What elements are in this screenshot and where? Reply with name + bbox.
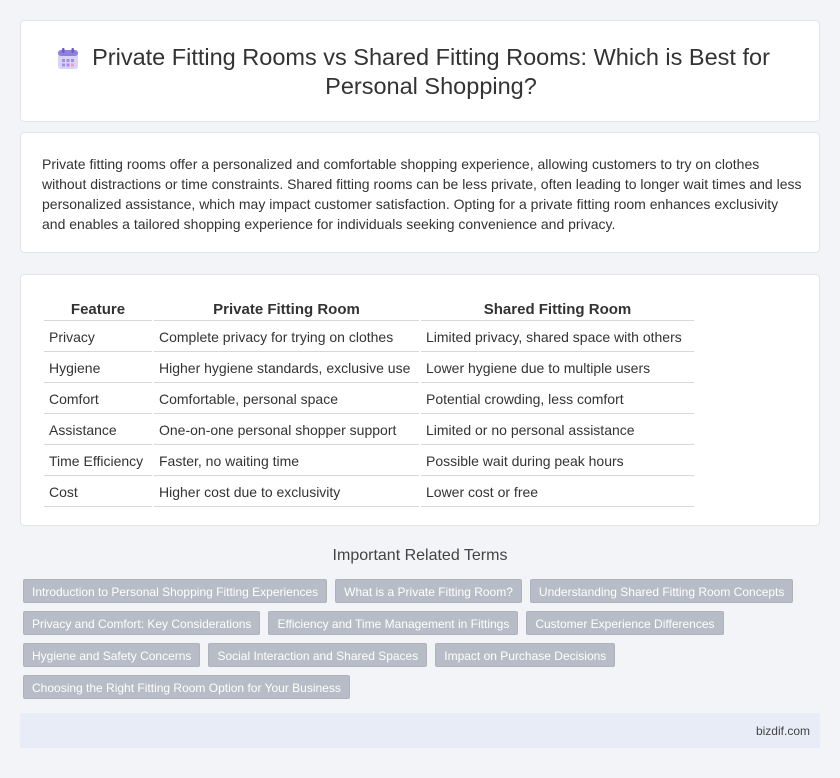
header-shared: Shared Fitting Room [421,298,694,321]
header-private: Private Fitting Room [154,298,419,321]
table-cell: Time Efficiency [44,447,152,476]
table-cell: Cost [44,478,152,507]
table-cell: Limited privacy, shared space with others [421,323,694,352]
table-row [44,323,694,352]
table-cell: Lower hygiene due to multiple users [421,354,694,383]
page-title: Private Fitting Rooms vs Shared Fitting Rooms: Which is Best for Personal Shopping? [92,44,770,99]
table-cell: Higher cost due to exclusivity [154,478,419,507]
table-cell: Possible wait during peak hours [421,447,694,476]
table-row [44,416,694,445]
table-cell: Faster, no waiting time [154,447,419,476]
related-term-tag[interactable]: Hygiene and Safety Concerns [23,643,200,667]
footer-site-link[interactable]: bizdif.com [755,724,810,738]
header-feature: Feature [44,298,152,321]
tag-row [23,643,823,667]
table-row [44,447,694,476]
table-header-row [44,298,694,321]
table-row [44,354,694,383]
intro-card [20,132,820,253]
related-term-tag[interactable]: Understanding Shared Fitting Room Concepts [530,579,793,603]
table-cell: Hygiene [44,354,152,383]
table-cell: Higher hygiene standards, exclusive use [154,354,419,383]
table-cell: Complete privacy for trying on clothes [154,323,419,352]
tag-row [23,611,823,635]
footer [20,713,820,748]
title-card [20,20,820,122]
related-terms-title: Important Related Terms [332,547,508,564]
tag-row [23,579,823,603]
related-term-tag[interactable]: Introduction to Personal Shopping Fitting Experiences [23,579,327,603]
comparison-card [20,274,820,526]
table-cell: Assistance [44,416,152,445]
related-term-tag[interactable]: Efficiency and Time Management in Fittings [268,611,518,635]
table-cell: Limited or no personal assistance [421,416,694,445]
table-cell: Privacy [44,323,152,352]
table-cell: Comfort [44,385,152,414]
related-term-tag[interactable]: Choosing the Right Fitting Room Option for Your Business [23,675,350,699]
table-row [44,385,694,414]
related-term-tag[interactable]: What is a Private Fitting Room? [335,579,522,603]
related-terms-list [23,579,823,707]
table-cell: Lower cost or free [421,478,694,507]
comparison-table [42,296,696,509]
tag-row [23,675,823,699]
related-term-tag[interactable]: Privacy and Comfort: Key Considerations [23,611,260,635]
table-cell: Potential crowding, less comfort [421,385,694,414]
table-cell: One-on-one personal shopper support [154,416,419,445]
related-term-tag[interactable]: Social Interaction and Shared Spaces [208,643,427,667]
intro-paragraph: Private fitting rooms offer a personalized and comfortable shopping experience, allowing customers to try on clothes without distractions or time constraints. Shared fitting rooms can be less private, often leading to longer wait times and less personalized assistance, which may impact customer satisfaction. Opting for a private fitting room enhances exclusivity and enables a tailored shopping experience for individuals seeking convenience and privacy. [42,156,802,232]
related-term-tag[interactable]: Customer Experience Differences [526,611,723,635]
related-term-tag[interactable]: Impact on Purchase Decisions [435,643,615,667]
table-cell: Comfortable, personal space [154,385,419,414]
table-row [44,478,694,507]
